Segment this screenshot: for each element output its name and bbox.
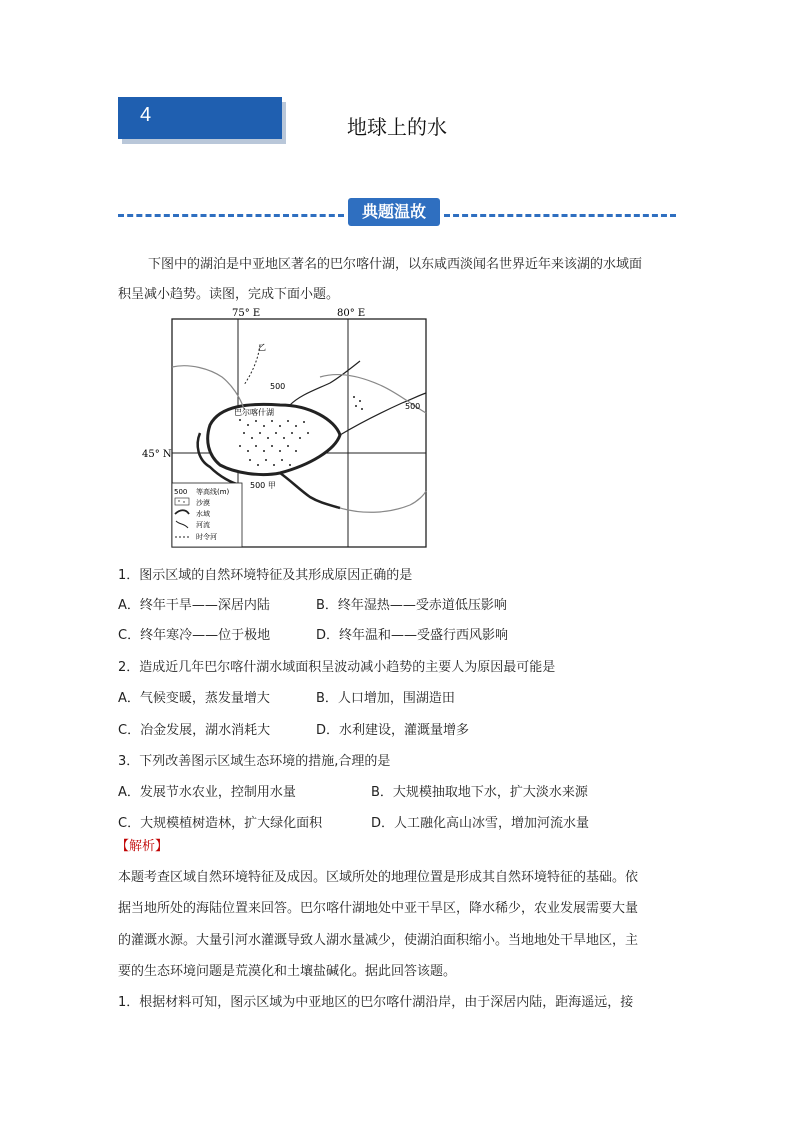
question-1-option-b: B．终年湿热——受赤道低压影响 (316, 598, 507, 613)
section-divider-right (444, 214, 676, 217)
analysis-line-3: 的灌溉水源。大量引河水灌溉导致人湖水量减少，使湖泊面积缩小。当地地处干旱地区，主 (118, 933, 639, 948)
intro-line-2: 积呈减小趋势。读图，完成下面小题。 (118, 287, 340, 302)
question-1-option-d: D．终年温和——受盛行西风影响 (316, 628, 509, 643)
chapter-title: 地球上的水 (347, 115, 447, 139)
question-2-option-b: B．人口增加，围湖造田 (316, 691, 455, 706)
svg-text:河流: 河流 (196, 521, 210, 529)
chapter-number: 4 (140, 104, 152, 126)
analysis-label: 【解析】 (116, 839, 169, 854)
lat-label-45: 45° N (142, 449, 172, 460)
svg-text:水域: 水域 (196, 510, 210, 518)
question-1-option-a: A．终年干旱——深居内陆 (118, 598, 270, 613)
question-2-option-a: A．气候变暖，蒸发量增大 (118, 691, 270, 706)
question-2-option-d: D．水利建设，灌溉量增多 (316, 723, 470, 738)
svg-text:时令河: 时令河 (196, 533, 217, 541)
question-3-option-b: B．大规模抽取地下水，扩大淡水来源 (371, 785, 588, 800)
analysis-line-1: 本题考查区域自然环境特征及成因。区域所处的地理位置是形成其自然环境特征的基础。依 (118, 870, 639, 885)
analysis-line-4: 要的生态环境问题是荒漠化和土壤盐碱化。据此回答该题。 (118, 964, 457, 979)
question-3-option-c: C．大规模植树造林，扩大绿化面积 (118, 816, 323, 831)
svg-text:等高线(m): 等高线(m) (196, 488, 230, 496)
label-jia: 500 甲 (250, 481, 276, 490)
question-2-option-c: C．冶金发展，湖水消耗大 (118, 723, 271, 738)
lon-label-80: 80° E (337, 308, 366, 319)
label-yi: 乙 (258, 343, 266, 352)
lon-label-75: 75° E (232, 308, 261, 319)
analysis-line-2: 据当地所处的海陆位置来回答。巴尔喀什湖地处中亚干旱区，降水稀少，农业发展需要大量 (118, 901, 639, 916)
question-3-option-d: D．人工融化高山冰雪，增加河流水量 (371, 816, 590, 831)
question-1-stem: 1．图示区域的自然环境特征及其形成原因正确的是 (118, 568, 413, 583)
question-3-option-a: A．发展节水农业，控制用水量 (118, 785, 296, 800)
svg-text:500: 500 (174, 488, 188, 496)
intro-line-1: 下图中的湖泊是中亚地区著名的巴尔喀什湖，以东咸西淡闻名世界近年来该湖的水域面 (148, 257, 643, 272)
lake-balkhash-map (140, 305, 440, 550)
section-label: 典题温故 (348, 198, 440, 226)
contour-label-a: 500 (270, 382, 286, 391)
question-3-stem: 3．下列改善图示区域生态环境的措施,合理的是 (118, 754, 391, 769)
map-legend (172, 483, 242, 547)
analysis-line-5: 1．根据材料可知，图示区域为中亚地区的巴尔喀什湖沿岸，由于深居内陆，距海遥远，接 (118, 995, 634, 1010)
contour-label-b: 500 (405, 402, 421, 411)
svg-text:沙漠: 沙漠 (196, 499, 210, 507)
question-1-option-c: C．终年寒冷——位于极地 (118, 628, 271, 643)
question-2-stem: 2．造成近几年巴尔喀什湖水域面积呈波动减小趋势的主要人为原因最可能是 (118, 660, 556, 675)
lake-label: 巴尔喀什湖 (234, 408, 274, 417)
section-divider-left (118, 214, 344, 217)
